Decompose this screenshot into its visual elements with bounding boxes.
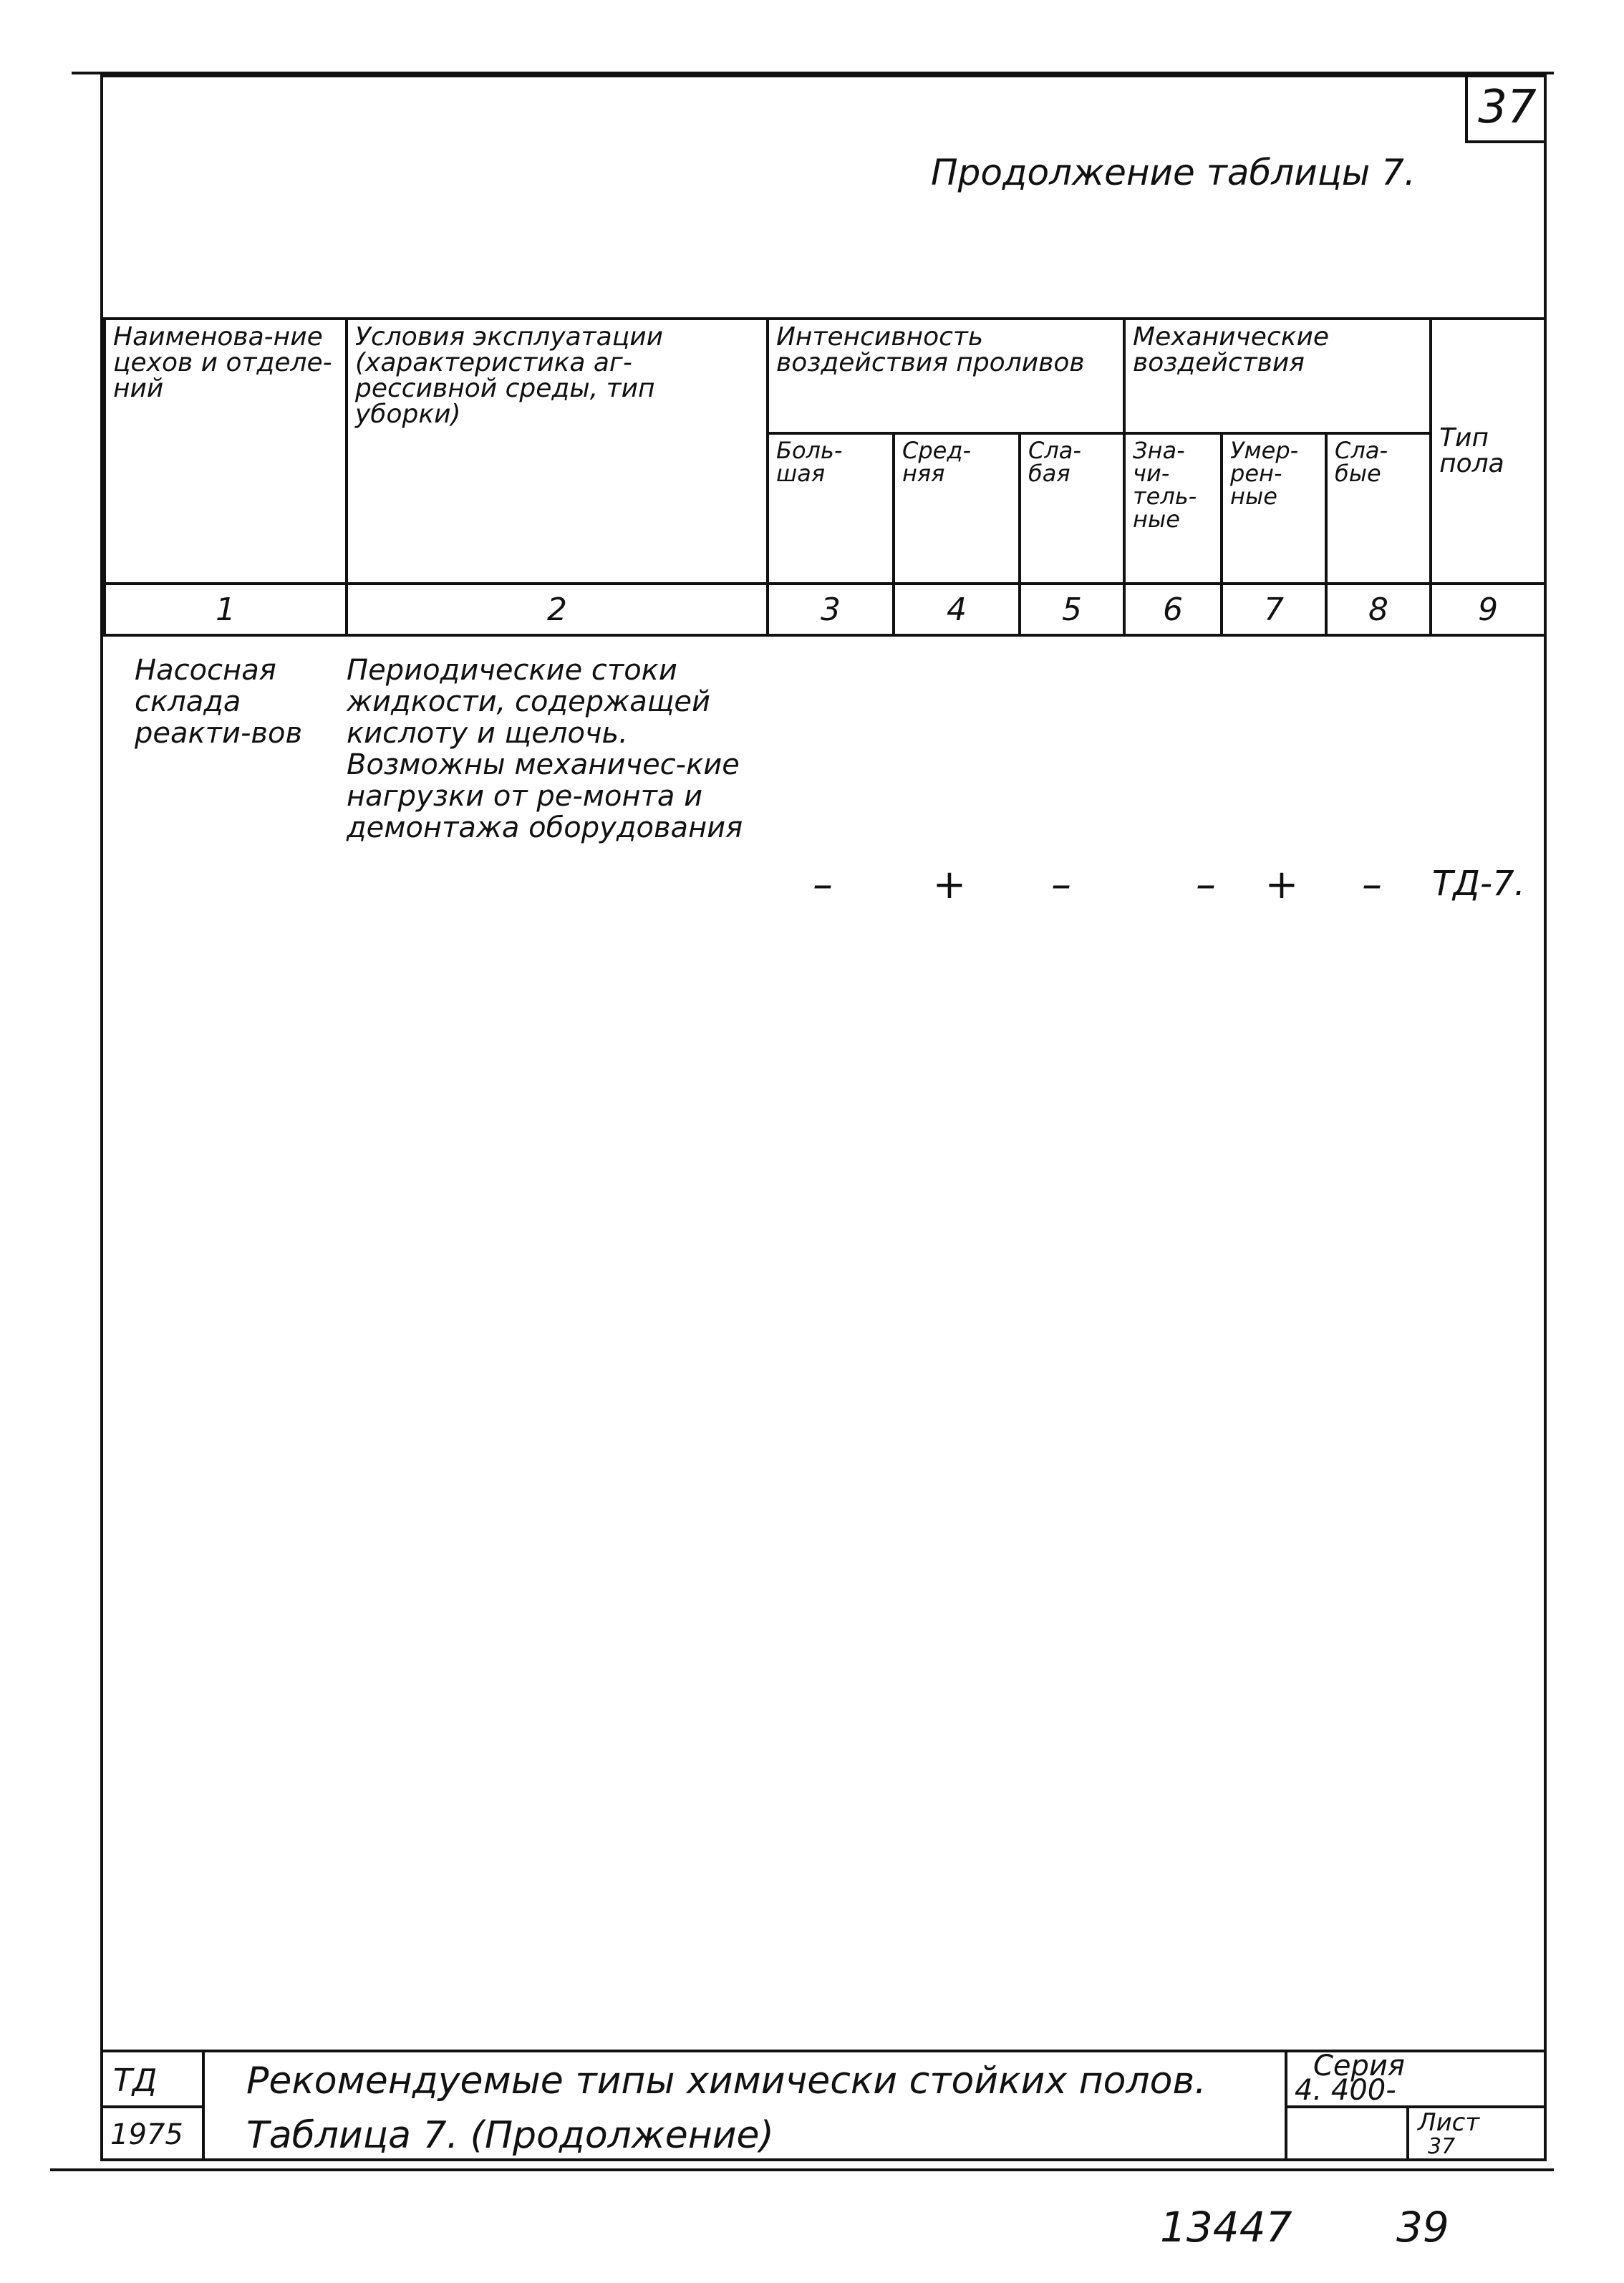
footer-sheet-label: Лист bbox=[1418, 2108, 1480, 2137]
column-number-1: 1 bbox=[105, 584, 347, 635]
header-sub-medium: Сред-няя bbox=[894, 433, 1020, 584]
footer-series-value: 4. 400- bbox=[1295, 2074, 1396, 2107]
title-block bbox=[103, 2050, 1544, 2161]
bottom-border-line bbox=[50, 2168, 1554, 2171]
title-block-hline bbox=[103, 2105, 202, 2108]
row-department-name: Насосная склада реакти-вов bbox=[135, 654, 303, 750]
footer-series-label: Серия bbox=[1313, 2050, 1405, 2082]
title-block-divider bbox=[202, 2052, 205, 2161]
column-number-2: 2 bbox=[347, 584, 768, 635]
column-number-9: 9 bbox=[1431, 584, 1545, 635]
header-sub-moderate: Умер-рен-ные bbox=[1222, 433, 1326, 584]
continuation-title: Продолжение таблицы 7. bbox=[931, 152, 1416, 193]
footer-code: ТД bbox=[113, 2062, 158, 2099]
header-sub-weak: Сла-бая bbox=[1020, 433, 1124, 584]
footer-title-line2: Таблица 7. (Продолжение) bbox=[246, 2114, 774, 2157]
title-block-divider bbox=[1406, 2107, 1409, 2161]
column-number-5: 5 bbox=[1020, 584, 1124, 635]
header-sub-large: Боль-шая bbox=[768, 433, 894, 584]
row-floor-type: ТД-7. bbox=[1432, 864, 1525, 904]
header-col-conditions: Условия эксплуатации (характеристика аг-рессивной среды, тип уборки) bbox=[347, 319, 768, 584]
table-body bbox=[103, 637, 1544, 2050]
header-group-mechanical: Механические воздействия bbox=[1124, 319, 1431, 433]
header-col-floor-type: Тип пола bbox=[1431, 319, 1545, 584]
header-col-name: Наименова-ние цехов и отделе-ний bbox=[105, 319, 347, 584]
footer-sheet-value: 37 bbox=[1428, 2134, 1456, 2159]
inventory-number: 13447 bbox=[1160, 2203, 1292, 2251]
header-sub-significant: Зна-чи-тель-ные bbox=[1124, 433, 1222, 584]
page-number: 39 bbox=[1396, 2203, 1449, 2251]
column-number-7: 7 bbox=[1222, 584, 1326, 635]
footer-year: 1975 bbox=[110, 2118, 183, 2151]
mark-mech-moderate: + bbox=[1265, 861, 1299, 908]
mark-intensity-weak: – bbox=[1051, 861, 1071, 908]
mark-mech-weak: – bbox=[1362, 861, 1382, 908]
mark-intensity-large: – bbox=[813, 861, 833, 908]
column-number-4: 4 bbox=[894, 584, 1020, 635]
column-number-6: 6 bbox=[1124, 584, 1222, 635]
header-group-intensity: Интенсивность воздействия проливов bbox=[768, 319, 1124, 433]
row-conditions: Периодические стоки жидкости, содержащей кислоту и щелочь. Возможны механичес-кие нагрузки от ре-монта и демонтажа оборудования bbox=[347, 654, 743, 844]
mark-intensity-medium: + bbox=[932, 861, 967, 908]
header-sub-weak-mech: Сла-бые bbox=[1326, 433, 1431, 584]
mark-mech-significant: – bbox=[1196, 861, 1216, 908]
column-number-8: 8 bbox=[1326, 584, 1431, 635]
column-number-3: 3 bbox=[768, 584, 894, 635]
sheet-number-box: 37 bbox=[1465, 74, 1547, 143]
main-table-header bbox=[103, 317, 1547, 637]
footer-title-line1: Рекомендуемые типы химически стойких полов. bbox=[246, 2060, 1207, 2103]
